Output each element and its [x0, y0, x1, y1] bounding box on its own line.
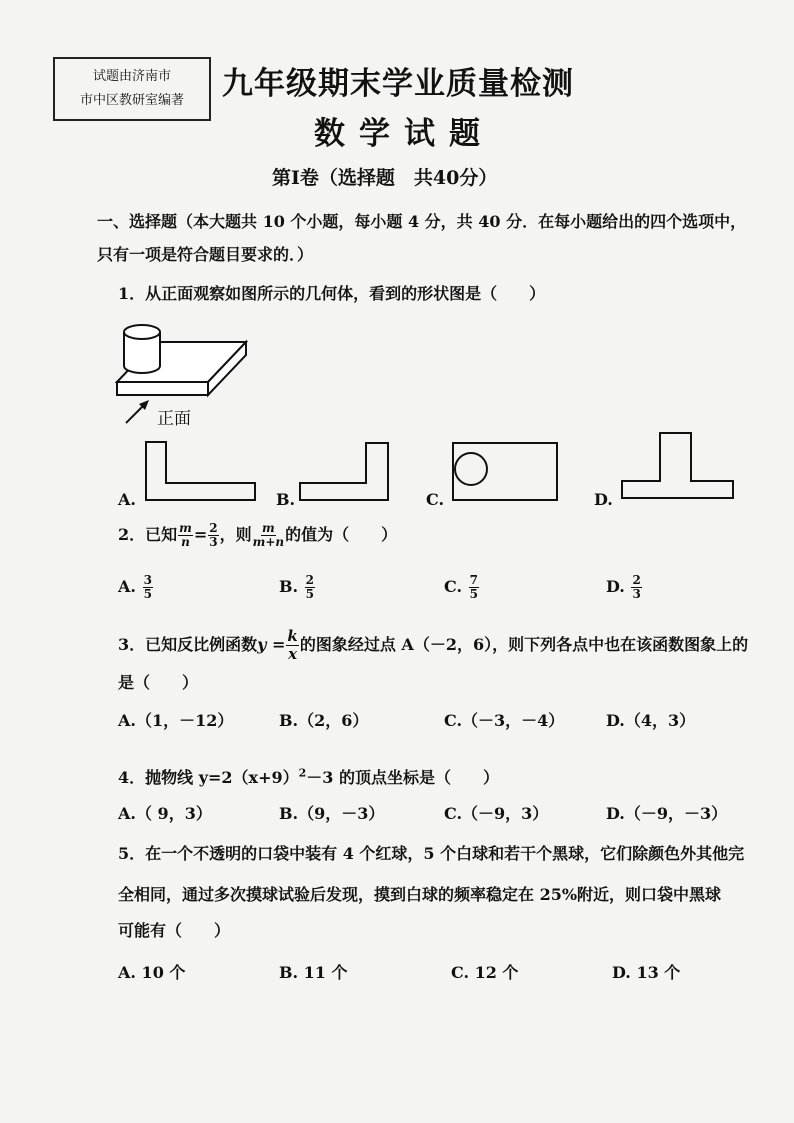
q1-option-b-label[interactable]: B. [276, 490, 296, 509]
q3-option-d[interactable]: D.（4，3） [606, 711, 696, 730]
q2-cond-value [208, 522, 218, 549]
q1-option-a-shape [146, 442, 255, 500]
subject-title: 数学试题 [314, 116, 494, 152]
q2-option-a-num: 3 [143, 573, 152, 587]
q3-stem [118, 628, 748, 663]
q2-prefix: 2．已知 [118, 525, 178, 544]
q2-option-a[interactable] [118, 574, 154, 601]
q4-exponent: 2 [298, 766, 307, 780]
q1-option-c-circle [455, 453, 487, 485]
stamp-line-2: 市中区教研室编著 [79, 93, 184, 108]
q2-mid: ，则 [219, 525, 252, 544]
q2-option-b-den: 5 [305, 587, 315, 601]
q2-option-b-label: B. [279, 577, 299, 596]
q2-cond-val-num: 2 [209, 521, 218, 535]
q5-option-c[interactable]: C. 12 个 [451, 963, 519, 982]
q4-option-a[interactable]: A.（ 9，3） [118, 804, 212, 823]
q3-option-b[interactable]: B.（2，6） [279, 711, 369, 730]
q2-option-b[interactable] [279, 574, 316, 601]
q2-cond-val-den: 3 [209, 535, 218, 549]
q4-option-d[interactable]: D.（－9，－3） [606, 804, 728, 823]
q5-stem-line-1: 5．在一个不透明的口袋中装有 4 个红球，5 个白球和若干个黑球，它们除颜色外其他完 [118, 844, 745, 863]
q2-option-d[interactable] [606, 574, 643, 601]
q2-option-c-num: 7 [469, 573, 478, 587]
q2-option-c-label: C. [444, 577, 463, 596]
q2-option-b-num: 2 [305, 573, 315, 587]
q2-cond-fraction [178, 522, 193, 549]
q2-option-d-label: D. [606, 577, 625, 596]
q2-equals: = [193, 525, 208, 544]
q2-expr-num: m [262, 521, 275, 535]
q2-suffix: 的值为（ ） [285, 525, 398, 544]
q4-stem-b: －3 的顶点坐标是（ ） [306, 768, 499, 787]
q3-function-fraction [286, 628, 298, 663]
q3-function-lhs: y = [257, 635, 286, 654]
q2-option-a-den: 5 [143, 587, 152, 601]
q2-option-b-fraction [305, 574, 315, 601]
q2-option-d-num: 2 [632, 573, 641, 587]
q3-option-a[interactable]: A.（1，－12） [118, 711, 234, 730]
q5-option-a[interactable]: A. 10 个 [118, 963, 186, 982]
q2-option-a-label: A. [118, 577, 136, 596]
section-title: 第Ⅰ卷（选择题 共40分） [272, 167, 498, 189]
instructions-line-1: 一、选择题（本大题共 10 个小题，每小题 4 分，共 40 分．在每小题给出的四个选项中， [97, 212, 747, 231]
q2-option-a-fraction [143, 574, 153, 601]
q2-expr-den: m+n [252, 535, 285, 549]
stamp-line-1: 试题由济南市 [92, 69, 171, 84]
q4-stem [118, 765, 499, 788]
q4-option-c[interactable]: C.（－9，3） [444, 804, 549, 823]
q5-option-d[interactable]: D. 13 个 [612, 963, 681, 982]
q1-option-d-shape [622, 433, 733, 498]
instructions-line-2: 只有一项是符合题目要求的．） [97, 245, 314, 264]
q1-stem: 1．从正面观察如图所示的几何体，看到的形状图是（ ） [118, 284, 546, 303]
q2-option-c-den: 5 [469, 587, 478, 601]
q5-stem-line-3: 可能有（ ） [118, 921, 231, 940]
q3-function-num: k [287, 627, 298, 645]
q4-stem-a: 4．抛物线 y=2（x+9） [118, 768, 299, 787]
q3-suffix: 的图象经过点 A（－2，6），则下列各点中也在该函数图象上的 [299, 635, 749, 654]
q4-option-b[interactable]: B.（9，－3） [279, 804, 385, 823]
q2-option-c[interactable] [444, 574, 480, 601]
q5-stem-line-2: 全相同，通过多次摸球试验后发现，摸到白球的频率稳定在 25%附近，则口袋中黑球 [118, 885, 722, 904]
q3-function-den: x [288, 645, 298, 663]
q2-option-c-fraction [469, 574, 479, 601]
q3-stem-line-2: 是（ ） [118, 673, 199, 692]
q1-front-view-label: 正面 [157, 409, 191, 429]
q3-prefix: 3．已知反比例函数 [118, 635, 258, 654]
q5-option-b[interactable]: B. 11 个 [279, 963, 348, 982]
q2-cond-den: n [181, 535, 190, 549]
q2-expr-fraction [253, 522, 284, 549]
q2-cond-num: m [179, 521, 192, 535]
exam-title: 九年级期末学业质量检测 [222, 66, 574, 102]
q1-option-a-label[interactable]: A. [118, 490, 136, 509]
q2-option-d-den: 3 [632, 587, 641, 601]
q2-option-d-fraction [631, 574, 641, 601]
q1-option-b-shape [300, 443, 388, 500]
q1-option-d-label[interactable]: D. [594, 490, 613, 509]
q1-option-c-label[interactable]: C. [426, 490, 445, 509]
q1-option-c-shape [453, 443, 557, 500]
q3-option-c[interactable]: C.（－3，－4） [444, 711, 565, 730]
q2-stem [118, 522, 397, 549]
